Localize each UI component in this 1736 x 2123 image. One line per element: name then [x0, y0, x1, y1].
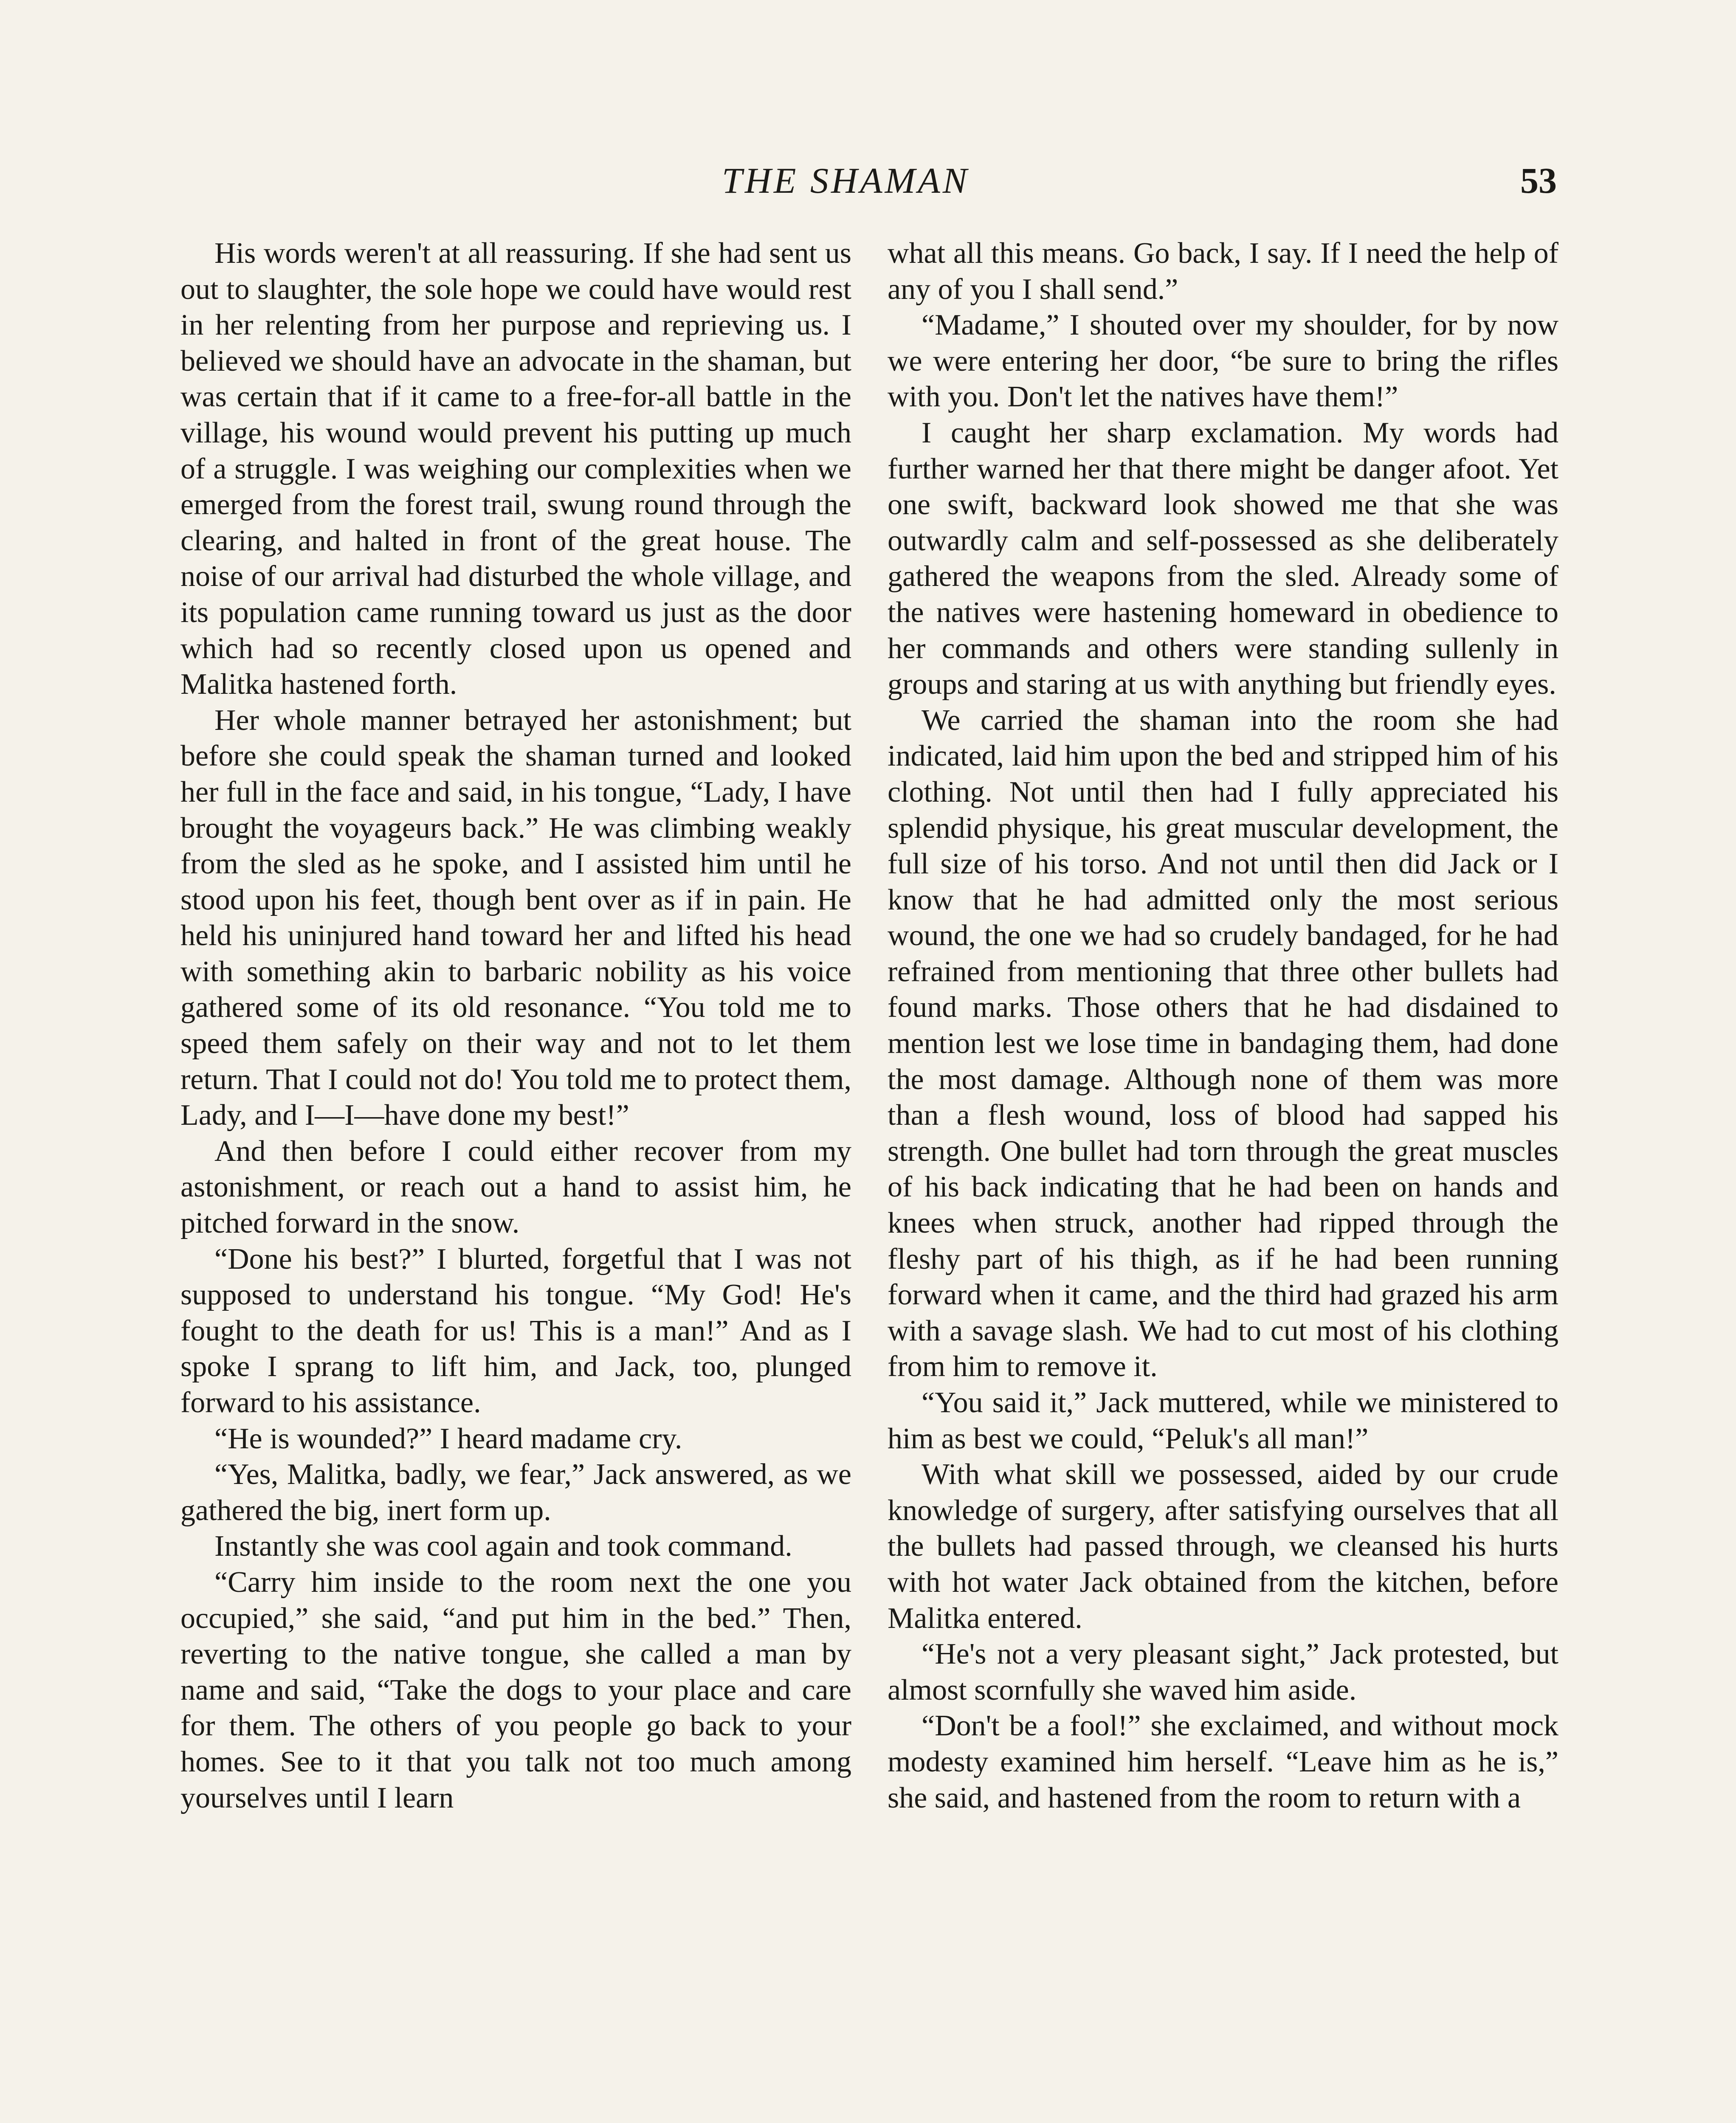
paragraph: “He's not a very pleasant sight,” Jack protested, but almost scornfully she waved him aside.: [888, 1638, 1558, 1706]
paragraph: “Madame,” I shouted over my shoulder, for by now we were entering her door, “be sure to bring the rifles with you. Don't let the natives have them!”: [888, 309, 1558, 414]
paragraph: I caught her sharp exclamation. My words had further warned her that there might be danger afoot. Yet one swift, backward look showed me that she was outwardly calm and self-possessed as she deliberately gathered the weapons from the sled. Already some of the natives were hastening homeward in obedience to her commands and others were standing sullenly in groups and staring at us with anything but friendly eyes.: [888, 416, 1558, 701]
running-title: THE SHAMAN: [722, 160, 970, 201]
paragraph-continued: what all this means. Go back, I say. If I need the help of any of you I shall send.”: [888, 237, 1558, 306]
paragraph: “Don't be a fool!” she exclaimed, and without mock modesty examined him herself. “Leave him as he is,” she said, and hastened from the room to return with a: [888, 1709, 1558, 1814]
paragraph: “Yes, Malitka, badly, we fear,” Jack answered, as we gathered the big, inert form up.: [180, 1458, 851, 1527]
right-column: [888, 236, 1558, 1816]
paragraph: Her whole manner betrayed her astonishment; but before she could speak the shaman turned and looked her full in the face and said, in his tongue, “Lady, I have brought the voyageurs back.” He was climbing weakly from the sled as he spoke, and I assisted him until he stood upon his feet, though bent over as if in pain. He held his uninjured hand toward her and lifted his head with something akin to barbaric nobility as his voice gathered some of its old resonance. “You told me to speed them safely on their way and not to let them return. That I could not do! You told me to protect them, Lady, and I—I—have done my best!”: [180, 704, 851, 1132]
paragraph: “He is wounded?” I heard madame cry.: [214, 1422, 682, 1455]
paragraph: His words weren't at all reassuring. If she had sent us out to slaughter, the sole hope we could have would rest in her relenting from her purpose and reprieving us. I believed we should have an advocate in the shaman, but was certain that if it came to a free-for-all battle in the village, his wound would prevent his putting up much of a struggle. I was weighing our complexities when we emerged from the forest trail, swung round through the clearing, and halted in front of the great house. The noise of our arrival had disturbed the whole village, and its population came running toward us just as the door which had so recently closed upon us opened and Malitka hastened forth.: [180, 237, 851, 701]
paragraph: And then before I could either recover from my astonishment, or reach out a hand to assist him, he pitched forward in the snow.: [180, 1135, 851, 1240]
paragraph: Instantly she was cool again and took command.: [214, 1530, 792, 1563]
paragraph: “Carry him inside to the room next the one you occupied,” she said, “and put him in the bed.” Then, reverting to the native tongue, she called a man by name and said, “Take the dogs to your place and care for them. The others of you people go back to your homes. See to it that you talk not too much among yourselves until I learn: [180, 1566, 851, 1814]
left-column: [180, 236, 851, 1816]
paragraph: “You said it,” Jack muttered, while we ministered to him as best we could, “Peluk's all man!”: [888, 1386, 1558, 1455]
paragraph: “Done his best?” I blurted, forgetful that I was not supposed to understand his tongue. “My God! He's fought to the death for us! This is a man!” And as I spoke I sprang to lift him, and Jack, too, plunged forward to his assistance.: [180, 1242, 851, 1419]
page-number: 53: [1520, 160, 1557, 201]
running-head: [0, 155, 1736, 206]
paragraph: We carried the shaman into the room she had indicated, laid him upon the bed and stripped him of his clothing. Not until then had I fully appreciated his splendid physique, his great muscular development, the full size of his torso. And not until then did Jack or I know that he had admitted only the most serious wound, the one we had so crudely bandaged, for he had refrained from mentioning that three other bullets had found marks. Those others that he had disdained to mention lest we lose time in bandaging them, had done the most damage. Although none of them was more than a flesh wound, loss of blood had sapped his strength. One bullet had torn through the great muscles of his back indicating that he had been on hands and knees when struck, another had ripped through the fleshy part of his thigh, as if he had been running forward when it came, and the third had grazed his arm with a savage slash. We had to cut most of his clothing from him to remove it.: [888, 704, 1558, 1383]
paragraph: With what skill we possessed, aided by our crude knowledge of surgery, after satisfying ourselves that all the bullets had passed through, we cleansed his hurts with hot water Jack obtained from the kitchen, before Malitka entered.: [888, 1458, 1558, 1635]
